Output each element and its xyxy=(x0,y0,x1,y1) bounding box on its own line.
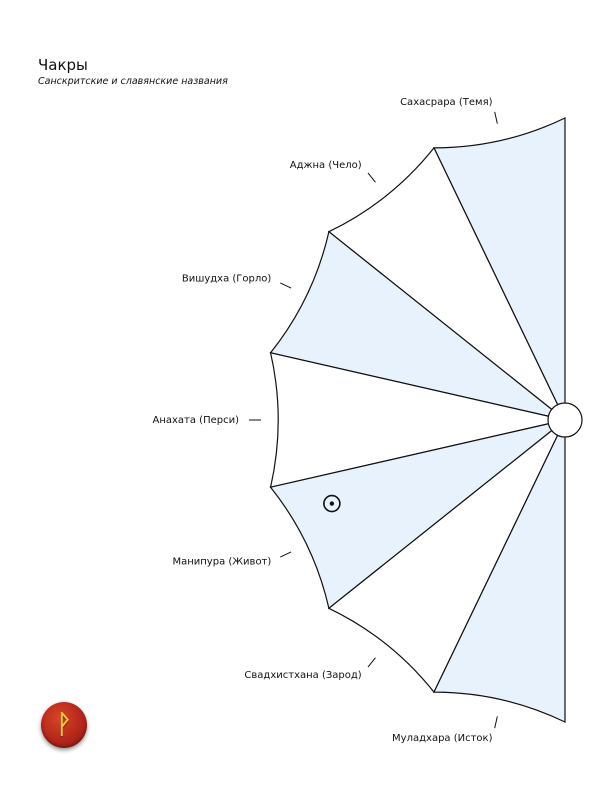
chakra-label: Анахата (Перси) xyxy=(152,415,239,426)
chakra-tick xyxy=(368,173,375,182)
page-subtitle: Санскритские и славянские названия xyxy=(38,76,228,87)
app-logo-button[interactable] xyxy=(41,702,87,748)
wheel-hub xyxy=(548,403,582,437)
wunjo-rune-icon: ᚹ xyxy=(56,710,72,740)
chakra-label: Аджна (Чело) xyxy=(289,160,362,172)
chakra-tick xyxy=(280,283,291,288)
chakra-label: Муладхара (Исток) xyxy=(392,732,493,744)
chakra-tick xyxy=(495,716,498,728)
page-title: Чакры xyxy=(38,56,88,74)
chakra-tick xyxy=(495,112,498,124)
chakra-label: Манипура (Живот) xyxy=(172,556,272,568)
chakra-tick xyxy=(280,552,291,557)
chakra-label: Вишудха (Горло) xyxy=(181,273,272,285)
chakra-label: Сахасрара (Темя) xyxy=(400,97,493,109)
chakra-tick xyxy=(368,658,375,667)
chakra-label: Свадхистхана (Зарод) xyxy=(244,669,362,681)
